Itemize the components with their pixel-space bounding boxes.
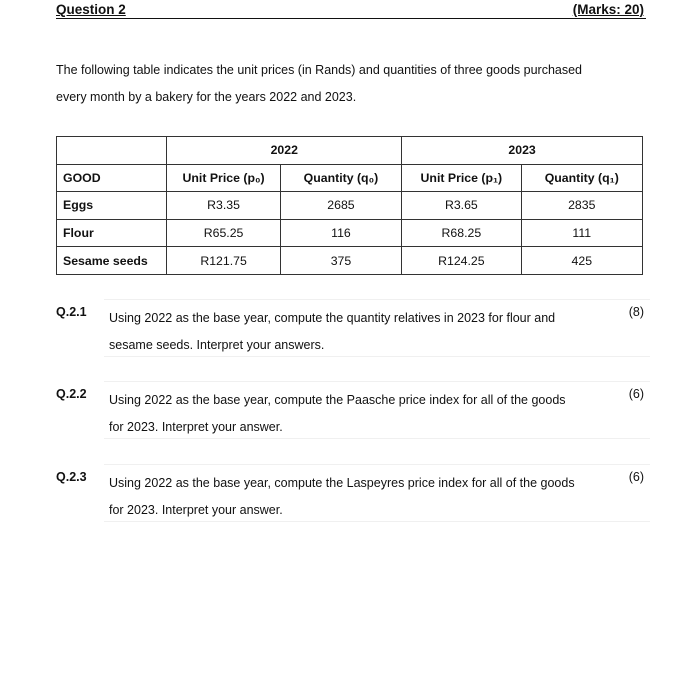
column-header-row (57, 164, 643, 192)
unit-price-2023: R3.65 (402, 192, 521, 220)
header-quantity-q0: Quantity (q₀) (280, 164, 401, 192)
quantity-2023: 111 (521, 219, 642, 247)
question-line-1: Using 2022 as the base year, compute the Paasche price index for all of the goods (109, 393, 566, 407)
question-title: Question 2 (56, 2, 126, 17)
question-line-2: sesame seeds. Interpret your answers. (109, 338, 325, 352)
year-header-row (57, 137, 643, 165)
intro-line-1: The following table indicates the unit prices (in Rands) and quantities of three goods purchased (56, 63, 583, 77)
quantity-2023: 2835 (521, 192, 642, 220)
year-2023-header: 2023 (402, 137, 643, 165)
intro-line-2: every month by a bakery for the years 2022 and 2023. (56, 90, 357, 104)
question-number: Q.2.3 (56, 470, 87, 484)
quantity-2023: 425 (521, 247, 642, 275)
question-text (109, 387, 609, 441)
question-line-1: Using 2022 as the base year, compute the quantity relatives in 2023 for flour and (109, 311, 556, 325)
question-text (109, 305, 609, 359)
header-quantity-q1: Quantity (q₁) (521, 164, 642, 192)
header-unit-price-p1: Unit Price (p₁) (402, 164, 521, 192)
empty-corner-cell (57, 137, 167, 165)
quantity-2022: 2685 (280, 192, 401, 220)
unit-price-2022: R121.75 (167, 247, 280, 275)
quantity-2022: 116 (280, 219, 401, 247)
good-name: Sesame seeds (57, 247, 167, 275)
unit-price-2022: R65.25 (167, 219, 280, 247)
year-2022-header: 2022 (167, 137, 402, 165)
unit-price-2023: R68.25 (402, 219, 521, 247)
question-number: Q.2.2 (56, 387, 87, 401)
question-number: Q.2.1 (56, 305, 87, 319)
unit-price-2022: R3.35 (167, 192, 280, 220)
good-name: Eggs (57, 192, 167, 220)
question-line-1: Using 2022 as the base year, compute the Laspeyres price index for all of the goods (109, 476, 575, 490)
question-header (56, 2, 646, 19)
quantity-2022: 375 (280, 247, 401, 275)
question-line-2: for 2023. Interpret your answer. (109, 503, 283, 517)
table-row (57, 247, 643, 275)
table-row (57, 192, 643, 220)
question-text (109, 470, 609, 524)
question-line-2: for 2023. Interpret your answer. (109, 420, 283, 434)
table-row (57, 219, 643, 247)
intro-paragraph (56, 57, 646, 111)
header-unit-price-p0: Unit Price (p₀) (167, 164, 280, 192)
question-marks: (8) (628, 305, 644, 319)
unit-price-2023: R124.25 (402, 247, 521, 275)
question-marks: (6) (628, 470, 644, 484)
header-good: GOOD (57, 164, 167, 192)
total-marks: (Marks: 20) (572, 2, 644, 17)
price-quantity-table (56, 136, 643, 275)
question-marks: (6) (628, 387, 644, 401)
good-name: Flour (57, 219, 167, 247)
